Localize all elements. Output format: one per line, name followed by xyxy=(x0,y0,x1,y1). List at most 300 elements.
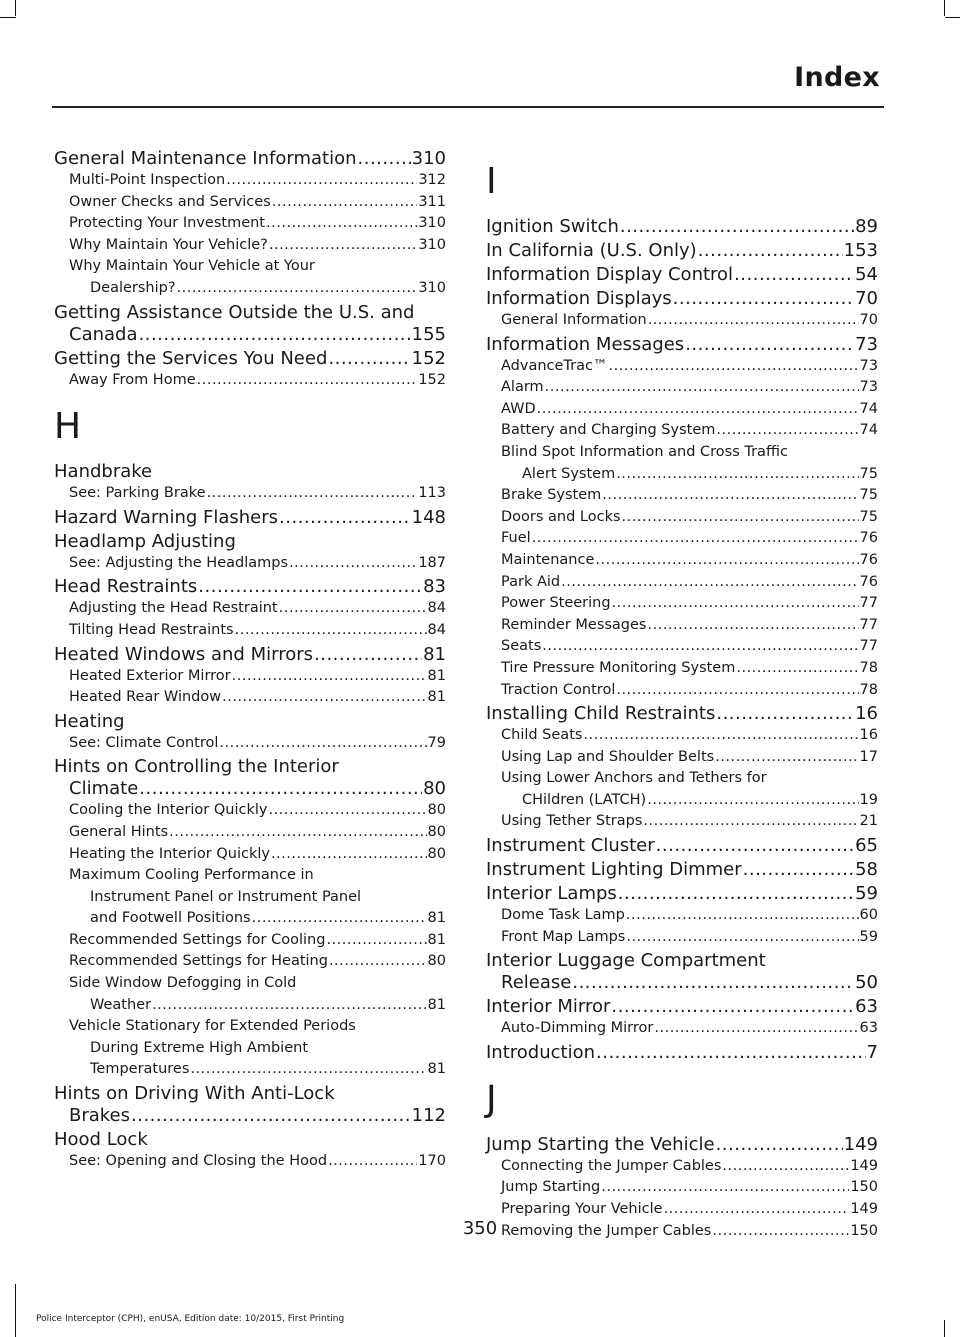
entry-page-number: 152 xyxy=(418,371,446,388)
dot-leader xyxy=(169,822,426,844)
entry-line xyxy=(501,658,878,680)
entry-page-number: 80 xyxy=(427,953,446,970)
dot-leader xyxy=(190,1059,426,1081)
index-subentry xyxy=(54,192,446,214)
entry-line xyxy=(54,531,446,553)
entry-line xyxy=(69,800,446,822)
entry-label: See: Adjusting the Headlamps xyxy=(69,554,289,571)
entry-label: Information Display Control xyxy=(486,264,734,285)
dot-leader xyxy=(328,348,410,370)
entry-label: Power Steering xyxy=(501,595,611,612)
index-entry xyxy=(486,216,878,238)
entry-line xyxy=(486,703,878,725)
entry-page-number: 63 xyxy=(855,996,878,1018)
index-entry xyxy=(486,883,878,905)
entry-line xyxy=(501,528,878,550)
dot-leader xyxy=(279,598,427,620)
entry-page-number: 149 xyxy=(850,1201,878,1218)
entry-label: Information Displays xyxy=(486,288,672,309)
dot-leader xyxy=(328,1151,417,1173)
index-subentry xyxy=(54,973,446,1016)
entry-page-number: 150 xyxy=(850,1222,878,1239)
entry-label: Interior Mirror xyxy=(486,996,611,1018)
entry-line xyxy=(501,1177,878,1199)
entry-label: Seats xyxy=(501,638,542,655)
entry-page-number: 149 xyxy=(850,1157,878,1174)
index-subentry xyxy=(54,800,446,822)
entry-label-line: Blind Spot Information and Cross Traffic xyxy=(501,443,788,460)
entry-label: Instrument Cluster xyxy=(486,835,655,857)
index-column-left xyxy=(54,146,446,1173)
entry-line xyxy=(69,370,446,392)
index-entry xyxy=(54,461,446,483)
entry-page-number: 78 xyxy=(859,659,878,676)
index-subentry xyxy=(486,1177,878,1199)
entry-line xyxy=(69,553,446,575)
entry-page-number: 148 xyxy=(411,506,446,528)
entry-label: AdvanceTrac™ xyxy=(501,357,608,374)
entry-line xyxy=(69,620,446,642)
entry-label: Release xyxy=(501,972,572,994)
index-entry xyxy=(486,859,878,881)
entry-line xyxy=(54,324,446,346)
entry-label: Installing Child Restraints xyxy=(486,703,716,725)
dot-leader xyxy=(673,288,854,310)
entry-line xyxy=(69,822,446,844)
entry-page-number: 75 xyxy=(859,465,878,482)
index-subentry xyxy=(486,572,878,594)
entry-label: General Information xyxy=(501,312,647,328)
dot-leader xyxy=(612,593,859,615)
dot-leader xyxy=(626,905,859,927)
entry-label: Getting the Services You Need xyxy=(54,347,328,369)
dot-leader xyxy=(734,264,854,286)
dot-leader xyxy=(532,528,859,550)
entry-line xyxy=(486,288,878,310)
index-subentry xyxy=(54,930,446,952)
entry-label-line: Why Maintain Your Vehicle at Your xyxy=(69,258,315,275)
entry-page-number: 81 xyxy=(427,931,446,948)
entry-line xyxy=(54,711,446,733)
entry-page-number: 80 xyxy=(423,778,446,800)
entry-label: and Footwell Positions xyxy=(90,910,251,927)
dot-leader xyxy=(716,703,854,725)
dot-leader xyxy=(572,972,854,994)
entry-label: Recommended Settings for Heating xyxy=(69,953,328,970)
entry-line xyxy=(486,883,878,905)
entry-line xyxy=(501,905,878,927)
entry-label-line: Using Lower Anchors and Tethers for xyxy=(501,770,767,787)
entry-page-number: 74 xyxy=(859,400,878,417)
entry-page-number: 150 xyxy=(850,1179,878,1196)
dot-leader xyxy=(266,213,417,235)
entry-label-line: Hints on Controlling the Interior xyxy=(54,756,339,778)
index-subentry xyxy=(486,507,878,529)
page-number: 350 xyxy=(462,1218,498,1239)
entry-label-line: Vehicle Stationary for Extended Periods xyxy=(69,1018,356,1035)
entry-label: Why Maintain Your Vehicle? xyxy=(69,236,268,253)
entry-line xyxy=(501,464,878,486)
dot-leader xyxy=(268,800,426,822)
entry-page-number: 59 xyxy=(855,883,878,905)
entry-line xyxy=(69,844,446,866)
index-subentry xyxy=(54,687,446,709)
entry-line xyxy=(501,725,878,747)
dot-leader xyxy=(618,883,854,905)
entry-line xyxy=(486,216,878,238)
entry-page-number: 89 xyxy=(855,216,878,237)
entry-page-number: 76 xyxy=(859,530,878,547)
entry-page-number: 74 xyxy=(859,422,878,439)
index-subentry xyxy=(486,811,878,833)
dot-leader xyxy=(226,170,417,192)
entry-label: Ignition Switch xyxy=(486,216,619,237)
entry-label: See: Opening and Closing the Hood xyxy=(69,1153,328,1170)
entry-label: Reminder Messages xyxy=(501,616,647,633)
index-entry xyxy=(54,148,446,170)
entry-line xyxy=(501,680,878,702)
entry-page-number: 63 xyxy=(859,1020,878,1037)
entry-label: Temperatures xyxy=(90,1061,190,1078)
dot-leader xyxy=(602,485,858,507)
entry-line xyxy=(54,507,446,529)
entry-page-number: 84 xyxy=(427,621,446,638)
entry-label: Using Tether Straps xyxy=(501,813,643,830)
entry-line xyxy=(501,1156,878,1178)
page-title: Index xyxy=(794,62,880,93)
entry-line xyxy=(501,747,878,769)
entry-label: Tire Pressure Monitoring System xyxy=(501,659,736,676)
entry-label-line: Getting Assistance Outside the U.S. and xyxy=(54,301,415,323)
dot-leader xyxy=(611,996,854,1018)
dot-leader xyxy=(139,324,411,346)
entry-label: General Maintenance Information xyxy=(54,148,357,169)
entry-line xyxy=(69,213,446,235)
dot-leader xyxy=(198,576,422,598)
dot-leader xyxy=(232,666,427,688)
entry-line xyxy=(501,356,878,378)
entry-label: Canada xyxy=(69,323,138,345)
dot-leader xyxy=(608,356,858,378)
entry-page-number: 113 xyxy=(418,485,446,502)
entry-label: Heating xyxy=(54,710,125,732)
index-entry xyxy=(54,348,446,370)
index-entry xyxy=(54,1129,446,1151)
entry-label: Away From Home xyxy=(69,371,196,388)
entry-label: Battery and Charging System xyxy=(501,422,716,439)
entry-line xyxy=(69,483,446,505)
entry-line xyxy=(501,377,878,399)
index-entry xyxy=(486,835,878,857)
entry-label: Information Messages xyxy=(486,333,685,355)
index-subentry xyxy=(54,666,446,688)
index-entry xyxy=(54,302,446,346)
entry-line xyxy=(54,576,446,598)
entry-label: Alert System xyxy=(522,465,616,482)
index-subentry xyxy=(54,170,446,192)
index-entry xyxy=(486,950,878,994)
index-subentry xyxy=(54,235,446,257)
entry-line xyxy=(486,972,878,994)
dot-leader xyxy=(601,1177,849,1199)
dot-leader xyxy=(647,790,858,812)
dot-leader xyxy=(545,377,859,399)
dot-leader xyxy=(583,725,858,747)
entry-page-number: 77 xyxy=(859,595,878,612)
index-subentry xyxy=(54,620,446,642)
entry-page-number: 77 xyxy=(859,638,878,655)
entry-label-line: Side Window Defogging in Cold xyxy=(69,975,297,992)
entry-line xyxy=(486,996,878,1018)
entry-page-number: 60 xyxy=(859,907,878,924)
dot-leader xyxy=(595,550,858,572)
index-entry xyxy=(54,507,446,529)
index-subentry xyxy=(486,768,878,811)
index-letter-heading: J xyxy=(486,1078,497,1120)
entry-line xyxy=(54,778,446,800)
dot-leader xyxy=(643,811,858,833)
dot-leader xyxy=(685,334,854,356)
index-subentry xyxy=(54,1151,446,1173)
index-entry xyxy=(54,644,446,666)
entry-label-line: During Extreme High Ambient xyxy=(90,1039,309,1056)
entry-page-number: 73 xyxy=(855,333,878,355)
title-divider xyxy=(52,106,884,108)
entry-line xyxy=(69,930,446,952)
dot-leader xyxy=(622,507,859,529)
index-entry xyxy=(486,240,878,262)
dot-leader xyxy=(715,747,858,769)
entry-label: See: Parking Brake xyxy=(69,485,206,502)
index-entry xyxy=(54,756,446,800)
entry-page-number: 81 xyxy=(427,689,446,706)
dot-leader xyxy=(616,464,858,486)
entry-line xyxy=(486,264,878,286)
index-subentry xyxy=(486,485,878,507)
entry-page-number: 78 xyxy=(859,681,878,698)
index-subentry xyxy=(486,636,878,658)
entry-label: AWD xyxy=(501,400,536,417)
index-entry xyxy=(486,1134,878,1156)
entry-page-number: 80 xyxy=(427,823,446,840)
entry-page-number: 59 xyxy=(859,928,878,945)
dot-leader xyxy=(698,240,843,262)
entry-label: Protecting Your Investment xyxy=(69,215,265,232)
entry-page-number: 81 xyxy=(427,667,446,684)
entry-page-number: 79 xyxy=(427,734,446,751)
entry-label: Fuel xyxy=(501,530,531,547)
index-entry xyxy=(486,334,878,356)
dot-leader xyxy=(329,951,427,973)
dot-leader xyxy=(131,1105,411,1127)
entry-label: Handbrake xyxy=(54,461,153,483)
entry-label: Jump Starting xyxy=(501,1179,601,1196)
entry-label: Multi-Point Inspection xyxy=(69,172,226,188)
entry-label: Instrument Lighting Dimmer xyxy=(486,859,742,881)
index-subentry xyxy=(54,256,446,299)
entry-label: Park Aid xyxy=(501,573,561,590)
entry-line xyxy=(501,615,878,637)
entry-line xyxy=(69,666,446,688)
dot-leader xyxy=(736,658,858,680)
entry-label: Auto-Dimming Mirror xyxy=(501,1020,654,1037)
entry-page-number: 50 xyxy=(855,972,878,994)
entry-label: Climate xyxy=(69,778,139,800)
entry-line xyxy=(69,170,446,192)
entry-line xyxy=(69,733,446,755)
entry-label-line: Maximum Cooling Performance in xyxy=(69,867,314,884)
entry-line xyxy=(69,908,446,930)
index-subentry xyxy=(54,822,446,844)
entry-page-number: 83 xyxy=(423,576,446,598)
dot-leader xyxy=(648,615,859,637)
entry-page-number: 80 xyxy=(427,845,446,862)
entry-line xyxy=(486,240,878,262)
index-subentry xyxy=(486,927,878,949)
entry-line xyxy=(486,334,878,356)
entry-label: Owner Checks and Services xyxy=(69,193,271,210)
entry-page-number: 84 xyxy=(427,600,446,617)
entry-label: Interior Lamps xyxy=(486,883,617,905)
entry-label: In California (U.S. Only) xyxy=(486,240,697,261)
footer-edition-info: Police Interceptor (CPH), enUSA, Edition date: 10/2015, First Printing xyxy=(36,1314,345,1324)
entry-line xyxy=(486,1134,878,1156)
entry-label: Using Lap and Shoulder Belts xyxy=(501,748,715,765)
entry-line xyxy=(69,235,446,257)
entry-line xyxy=(69,598,446,620)
entry-label-line: Interior Luggage Compartment xyxy=(486,950,766,972)
dot-leader xyxy=(722,1156,849,1178)
index-subentry xyxy=(54,213,446,235)
entry-label: Tilting Head Restraints xyxy=(69,621,234,638)
entry-page-number: 81 xyxy=(427,910,446,927)
index-subentry xyxy=(486,658,878,680)
entry-page-number: 310 xyxy=(418,236,446,253)
index-subentry xyxy=(54,844,446,866)
entry-page-number: 70 xyxy=(859,312,878,328)
entry-page-number: 73 xyxy=(859,379,878,396)
dot-leader xyxy=(561,572,858,594)
entry-line xyxy=(54,644,446,666)
entry-page-number: 81 xyxy=(427,1061,446,1078)
dot-leader xyxy=(626,927,858,949)
index-subentry xyxy=(486,1018,878,1040)
entry-line xyxy=(54,1129,446,1151)
entry-page-number: 311 xyxy=(418,193,446,210)
entry-page-number: 170 xyxy=(418,1153,446,1170)
entry-page-number: 77 xyxy=(859,616,878,633)
entry-line xyxy=(69,1059,446,1081)
dot-leader xyxy=(139,778,422,800)
entry-label: Removing the Jumper Cables xyxy=(501,1222,712,1239)
crop-mark xyxy=(944,0,945,16)
dot-leader xyxy=(152,995,426,1017)
dot-leader xyxy=(269,235,417,257)
dot-leader xyxy=(648,310,859,332)
entry-page-number: 112 xyxy=(411,1105,446,1127)
dot-leader xyxy=(616,680,858,702)
index-subentry xyxy=(54,598,446,620)
entry-page-number: 54 xyxy=(855,264,878,285)
entry-line xyxy=(501,550,878,572)
index-letter-heading: H xyxy=(54,406,82,448)
entry-label: Alarm xyxy=(501,379,544,396)
entry-line xyxy=(69,278,446,300)
index-subentry xyxy=(486,615,878,637)
entry-label: Dealership? xyxy=(90,279,176,296)
entry-page-number: 21 xyxy=(859,813,878,830)
entry-label: Hazard Warning Flashers xyxy=(54,506,279,528)
index-subentry xyxy=(486,747,878,769)
entry-page-number: 155 xyxy=(411,323,446,345)
crop-mark xyxy=(945,17,960,18)
index-subentry xyxy=(54,370,446,392)
entry-label: See: Climate Control xyxy=(69,734,219,751)
entry-page-number: 187 xyxy=(418,554,446,571)
entry-label: Child Seats xyxy=(501,727,583,744)
entry-line xyxy=(54,1105,446,1127)
entry-line xyxy=(501,1018,878,1040)
index-subentry xyxy=(486,442,878,485)
entry-label: Traction Control xyxy=(501,681,616,698)
index-subentry xyxy=(486,593,878,615)
entry-page-number: 16 xyxy=(855,703,878,725)
index-entry xyxy=(486,288,878,310)
index-subentry xyxy=(54,553,446,575)
index-subentry xyxy=(486,399,878,421)
entry-label: Cooling the Interior Quickly xyxy=(69,802,268,819)
dot-leader xyxy=(279,507,411,529)
entry-label: Connecting the Jumper Cables xyxy=(501,1157,722,1174)
entry-page-number: 153 xyxy=(843,240,878,261)
entry-line xyxy=(501,636,878,658)
entry-line xyxy=(54,348,446,370)
index-subentry xyxy=(54,865,446,930)
entry-line xyxy=(501,811,878,833)
entry-line xyxy=(69,687,446,709)
entry-label: General Hints xyxy=(69,823,169,840)
entry-page-number: 58 xyxy=(855,859,878,881)
dot-leader xyxy=(716,420,858,442)
crop-mark xyxy=(0,17,16,18)
entry-line xyxy=(501,399,878,421)
crop-mark xyxy=(15,0,16,16)
entry-label-line: Hints on Driving With Anti-Lock xyxy=(54,1083,335,1105)
entry-label: Head Restraints xyxy=(54,576,198,598)
index-entry xyxy=(54,711,446,733)
entry-label: Heating the Interior Quickly xyxy=(69,845,270,862)
entry-label: Hood Lock xyxy=(54,1129,148,1151)
index-subentry xyxy=(486,377,878,399)
index-subentry xyxy=(54,1016,446,1081)
dot-leader xyxy=(620,216,854,238)
index-entry xyxy=(486,1042,878,1064)
dot-leader xyxy=(716,1134,843,1156)
dot-leader xyxy=(177,278,418,300)
entry-label: Front Map Lamps xyxy=(501,928,626,945)
entry-line xyxy=(69,995,446,1017)
index-subentry xyxy=(486,725,878,747)
dot-leader xyxy=(326,930,426,952)
index-subentry xyxy=(486,310,878,332)
entry-page-number: 80 xyxy=(427,802,446,819)
dot-leader xyxy=(219,733,426,755)
entry-label: Maintenance xyxy=(501,551,595,568)
index-entry xyxy=(486,703,878,725)
entry-page-number: 73 xyxy=(859,357,878,374)
entry-page-number: 81 xyxy=(423,643,446,665)
entry-line xyxy=(501,927,878,949)
